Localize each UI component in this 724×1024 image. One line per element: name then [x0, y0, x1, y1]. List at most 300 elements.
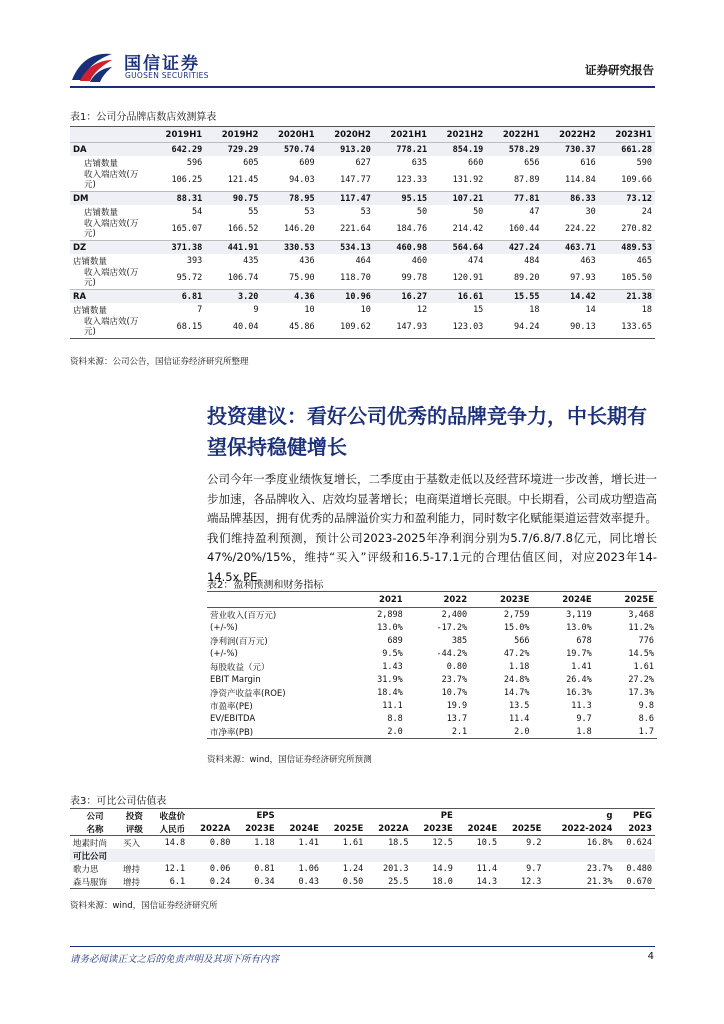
table2-header-cell — [207, 592, 350, 608]
table1-cell: 913.20 — [318, 143, 374, 157]
table1-row-label: 收入端店效(万元) — [84, 170, 139, 190]
table1-cell: 97.93 — [570, 273, 596, 283]
table1-cell: 109.66 — [621, 175, 652, 185]
table3-comparables — [70, 808, 655, 889]
table1-row-label: DM — [70, 192, 149, 206]
table1-row-label: 店铺数量 — [84, 207, 119, 218]
table3-cell: 0.43 — [278, 875, 322, 889]
table1-cell: 330.53 — [261, 241, 317, 255]
table2-row-label: 净利润(百万元) — [210, 636, 268, 647]
table3-cell: 森马服饰 — [70, 875, 120, 889]
table3-cell: 地素时尚 — [73, 838, 108, 849]
table1-cell: 627 — [355, 157, 371, 168]
table2-row-label: 每股收益（元） — [210, 662, 270, 673]
table1-cell: 73.12 — [599, 192, 655, 206]
table3-cell: 1.24 — [342, 863, 364, 874]
table2-cell: 776 — [638, 635, 654, 646]
table1-header-cell: 2022H2 — [559, 129, 596, 140]
table3-header-cell: 2024E — [289, 823, 319, 834]
table2-header-cell: 2025E — [624, 594, 654, 605]
table3-header-cell — [500, 809, 544, 823]
table1-cell: 90.75 — [205, 192, 261, 206]
table1-cell: 184.76 — [396, 224, 428, 234]
table1-header-cell: 2023H1 — [615, 129, 652, 140]
table1-row-label: RA — [70, 290, 149, 304]
table1-header-cell — [70, 127, 149, 143]
table3-header-cell — [456, 809, 500, 823]
table3-cell: 0.624 — [626, 837, 652, 848]
table2-cell: 10.7% — [441, 687, 468, 698]
table1-cell: 120.91 — [452, 273, 484, 283]
table1-cell: 393 — [186, 255, 203, 266]
table3-cell: 0.34 — [233, 875, 277, 889]
table2-cell: 678 — [576, 635, 592, 646]
table1-cell: 7 — [197, 304, 203, 315]
table3-cell: 18.0 — [412, 875, 456, 889]
table2-cell: 3,119 — [566, 609, 592, 620]
table3-cell: 0.80 — [209, 837, 231, 848]
table1-cell: 53 — [360, 206, 371, 217]
table2-cell: 19.9 — [446, 700, 468, 711]
table1-cell: 460.98 — [374, 241, 430, 255]
table2-source: 资料来源：wind，国信证券经济研究所预测 — [207, 755, 372, 765]
table2-cell: 689 — [387, 635, 403, 646]
table1-row-label: 店铺数量 — [73, 256, 108, 267]
table1-header-cell: 2021H1 — [390, 129, 428, 140]
header-divider — [70, 86, 655, 88]
table1-cell: 54 — [191, 206, 203, 217]
table1-cell: 578.29 — [486, 143, 542, 157]
table1-cell: 596 — [186, 157, 203, 168]
table3-cell: 21.3% — [544, 875, 615, 889]
table1-cell: 3.20 — [205, 290, 261, 304]
table1-cell: 12 — [416, 304, 428, 315]
table2-cell: -17.2% — [436, 622, 468, 633]
table1-cell: 106.74 — [227, 273, 259, 283]
table1-cell: 105.50 — [621, 273, 652, 283]
table2-row — [207, 712, 657, 725]
table1-cell: 15 — [473, 304, 484, 315]
table1-cell: 121.45 — [227, 175, 259, 185]
table2-cell: 2.0 — [350, 725, 405, 739]
table3-cell: 18.5 — [388, 837, 409, 848]
table3-header-cell: 评级 — [125, 824, 143, 835]
table1-cell: 474 — [467, 255, 484, 266]
table1-cell: 214.42 — [452, 224, 484, 234]
table1-cell: 75.90 — [289, 273, 315, 283]
table2-cell: 8.6 — [638, 713, 654, 724]
table1-row — [70, 205, 655, 218]
table2-row — [207, 647, 657, 660]
table2-row — [207, 699, 657, 712]
table2-cell: 15.0% — [503, 622, 530, 633]
logo-en-text: GUOSEN SECURITIES — [125, 71, 209, 80]
table2-cell: 1.7 — [595, 725, 657, 739]
table1-row — [70, 303, 655, 316]
table3-header-cell: 2022A — [200, 823, 231, 834]
table1-cell: 464 — [355, 255, 371, 266]
table1-caption: 表1：公司分品牌店数店效测算表 — [70, 112, 217, 123]
table1-cell: 107.21 — [430, 192, 486, 206]
table1-cell: 463 — [580, 255, 596, 266]
table3-group-label: 可比公司 — [70, 849, 655, 862]
table2-cell: 2.1 — [406, 725, 470, 739]
table1-cell: 146.20 — [283, 224, 315, 234]
table2-cell: 13.0% — [377, 622, 403, 633]
table1-cell: 635 — [411, 157, 428, 168]
table1-cell: 778.21 — [374, 143, 430, 157]
table1-cell: 729.29 — [205, 143, 261, 157]
table2-row — [207, 634, 657, 647]
table3-caption: 表3：可比公司估值表 — [70, 796, 167, 807]
table1-cell: 590 — [636, 157, 652, 168]
table1-cell: 460 — [411, 255, 428, 266]
table1-cell: 77.81 — [486, 192, 542, 206]
table3-cell: 14.8 — [164, 837, 186, 848]
table2-row — [207, 673, 657, 686]
table1-row — [70, 169, 655, 192]
table1-cell: 88.31 — [149, 192, 205, 206]
table1-row — [70, 143, 655, 157]
table1-header-cell: 2020H1 — [277, 129, 315, 140]
table3-cell: 23.7% — [586, 863, 613, 874]
table3-source: 资料来源：wind，国信证券经济研究所 — [70, 901, 218, 911]
table1-row — [70, 316, 655, 339]
table1-row — [70, 290, 655, 304]
table2-header-cell: 2023E — [499, 594, 530, 605]
table1-cell: 89.20 — [513, 273, 540, 283]
logo-cn-text: 国信证券 — [124, 54, 200, 74]
table1-cell: 14 — [585, 304, 596, 315]
table2-cell: 16.3% — [566, 687, 592, 698]
table1-store-efficiency — [70, 126, 655, 339]
table3-header-cell: 2025E — [333, 823, 364, 834]
table3-cell: 歌力思 — [73, 864, 99, 875]
table2-cell: 24.8% — [503, 674, 530, 685]
section-paragraph: 公司今年一季度业绩恢复增长，二季度由于基数走低以及经营环境进一步改善，增长进一步加速，各品牌收入、店效均显著增长；电商渠道增长亮眼。中长期看，公司成功塑造高端品牌基因，拥有优秀的品牌溢价实力和盈利能力，同时数字化赋能渠道运营效率提升。我们维持盈利预测，预计公司2023-2025年净利润分别为5.7/6.8/7.8亿元，同比增长47%/20%/15%，维持“买入”评级和16.5-17.1元的合理估值区间，对应2023年14-14.5x PE。 — [207, 472, 657, 584]
table3-cell: 16.8% — [586, 837, 613, 848]
table3-cell: 0.50 — [322, 875, 366, 889]
table1-cell: 78.95 — [261, 192, 317, 206]
table1-row — [70, 218, 655, 241]
table1-cell: 730.37 — [543, 143, 599, 157]
table1-cell: 484 — [524, 255, 540, 266]
table2-cell: 11.2% — [628, 622, 654, 633]
table1-cell: 160.44 — [508, 224, 540, 234]
table3-header-cell: PE — [440, 810, 453, 821]
table1-cell: 90.13 — [543, 316, 599, 339]
table2-cell: 31.9% — [377, 674, 403, 685]
table2-cell: 2,400 — [441, 609, 468, 620]
table3-cell: 增持 — [122, 864, 140, 875]
table3-cell: 1.06 — [298, 863, 319, 874]
table3-cell: 0.480 — [626, 863, 652, 874]
table3-cell: 6.1 — [149, 875, 188, 889]
table1-row-label: DA — [70, 143, 149, 157]
table1-cell: 117.47 — [318, 192, 374, 206]
table1-row-label: 店铺数量 — [73, 305, 108, 316]
table2-row-label: 净资产收益率(ROE) — [210, 688, 286, 699]
table2-cell: 3,468 — [628, 609, 654, 620]
table1-cell: 489.53 — [599, 241, 655, 255]
table3-group-row — [70, 849, 655, 862]
table1-cell: 564.64 — [430, 241, 486, 255]
table1-cell: 463.71 — [543, 241, 599, 255]
table1-cell: 55 — [248, 206, 259, 217]
table3-header-cell: g — [606, 810, 613, 821]
table1-cell: 106.25 — [171, 175, 203, 185]
table1-cell: 270.82 — [621, 224, 652, 234]
table1-header-cell: 2022H1 — [502, 129, 540, 140]
table2-row-label: EV/EBITDA — [210, 713, 256, 724]
table1-cell: 94.24 — [486, 316, 542, 339]
table1-cell: 147.77 — [340, 175, 371, 185]
table2-cell: 27.2% — [628, 674, 654, 685]
table1-cell: 371.38 — [149, 241, 205, 255]
table3-header-cell: 2024E — [467, 823, 498, 834]
table2-cell: 13.0% — [566, 622, 592, 633]
table3-header-cell: 2022-2024 — [561, 823, 613, 834]
table3-row — [70, 862, 655, 875]
table1-cell: 133.65 — [599, 316, 655, 339]
table2-row-label: 市盈率(PE) — [210, 701, 253, 712]
table3-cell: 12.3 — [500, 875, 544, 889]
table1-cell: 40.04 — [205, 316, 261, 339]
table1-cell: 18 — [641, 304, 652, 315]
table1-cell: 534.13 — [318, 241, 374, 255]
table3-header-cell: 公司 — [86, 811, 104, 822]
table2-cell: 566 — [514, 635, 530, 646]
table1-cell: 616 — [580, 157, 596, 168]
table2-cell: 2,759 — [503, 609, 530, 620]
table2-cell: 9.5% — [382, 648, 403, 659]
table1-cell: 165.07 — [171, 224, 203, 234]
footer-disclaimer: 请务必阅读正文之后的免责声明及其项下所有内容 — [70, 954, 280, 965]
table1-row-label: 收入端店效(万元) — [84, 268, 139, 288]
table3-cell: 0.24 — [188, 875, 233, 889]
table2-cell: 14.5% — [628, 648, 654, 659]
guosen-logo-icon — [70, 50, 114, 84]
table1-row-label: 店铺数量 — [84, 158, 119, 169]
table2-forecast — [207, 591, 657, 739]
table1-cell: 86.33 — [543, 192, 599, 206]
table1-cell: 109.62 — [318, 316, 374, 339]
table3-cell: 12.5 — [432, 837, 453, 848]
table1-cell: 10 — [360, 304, 371, 315]
table3-cell: 9.2 — [526, 837, 542, 848]
table2-cell: 19.7% — [566, 648, 592, 659]
table2-cell: 1.18 — [508, 661, 530, 672]
table1-row — [70, 192, 655, 206]
table2-row — [207, 621, 657, 634]
table3-cell: 201.3 — [382, 863, 409, 874]
table2-header-cell: 2024E — [562, 594, 592, 605]
table1-cell: 118.70 — [340, 273, 371, 283]
table1-row — [70, 156, 655, 169]
table2-cell: 26.4% — [566, 674, 592, 685]
table1-cell: 570.74 — [261, 143, 317, 157]
table1-cell: 9 — [253, 304, 259, 315]
table2-cell: 9.7 — [576, 713, 592, 724]
table2-cell: 11.3 — [571, 700, 592, 711]
table1-cell: 95.15 — [374, 192, 430, 206]
table1-header-cell: 2020H2 — [334, 129, 371, 140]
table1-cell: 47 — [529, 206, 540, 217]
table1-cell: 166.52 — [227, 224, 259, 234]
table1-cell: 609 — [299, 157, 315, 168]
table3-cell: 0.81 — [254, 863, 275, 874]
table1-cell: 18 — [529, 304, 540, 315]
table2-cell: 17.3% — [628, 687, 654, 698]
table1-cell: 131.92 — [452, 175, 484, 185]
table2-caption: 表2：盈利预测和财务指标 — [207, 580, 324, 591]
table1-cell: 24 — [641, 206, 652, 217]
table2-cell: 11.4 — [508, 713, 530, 724]
table1-cell: 6.81 — [149, 290, 205, 304]
table1-cell: 50 — [473, 206, 484, 217]
table1-cell: 10.96 — [318, 290, 374, 304]
table2-row — [207, 608, 657, 622]
table3-cell: 14.3 — [456, 875, 500, 889]
table1-cell: 854.19 — [430, 143, 486, 157]
table3-cell: 25.5 — [366, 875, 411, 889]
section-heading: 投资建议：看好公司优秀的品牌竞争力，中长期有望保持稳健增长 — [207, 404, 647, 459]
table1-cell: 16.27 — [374, 290, 430, 304]
table1-cell: 95.72 — [176, 273, 203, 283]
table3-header-cell: 2023E — [245, 823, 275, 834]
table1-cell: 21.38 — [599, 290, 655, 304]
table1-cell: 4.36 — [261, 290, 317, 304]
table3-header-cell: 投资 — [125, 811, 143, 822]
table2-cell: 1.41 — [571, 661, 592, 672]
page-number: 4 — [647, 951, 654, 962]
table1-cell: 114.84 — [565, 175, 596, 185]
table1-cell: 10 — [304, 304, 315, 315]
table3-header-cell — [322, 809, 366, 823]
table2-header-cell: 2022 — [443, 594, 468, 605]
table2-cell: 1.61 — [633, 661, 654, 672]
table1-cell: 50 — [416, 206, 428, 217]
table3-cell: 1.41 — [298, 837, 319, 848]
table1-row-label: DZ — [70, 241, 149, 255]
table2-header-cell: 2021 — [379, 594, 403, 605]
table3-cell: 0.670 — [615, 875, 655, 889]
table1-header-cell: 2019H2 — [221, 129, 259, 140]
table3-header-cell: 收盘价 — [159, 811, 186, 822]
table1-cell: 53 — [304, 206, 315, 217]
table1-cell: 94.03 — [289, 175, 315, 185]
table3-row — [70, 836, 655, 850]
table2-cell: 13.5 — [508, 700, 530, 711]
table3-cell: 11.4 — [476, 863, 498, 874]
table3-cell: 12.1 — [164, 863, 186, 874]
table2-cell: 18.4% — [377, 687, 403, 698]
table3-header-cell — [366, 809, 411, 823]
table2-cell: 9.8 — [638, 700, 654, 711]
table3-header-cell: 2025E — [511, 823, 542, 834]
table1-cell: 147.93 — [374, 316, 430, 339]
table1-row-label: 收入端店效(万元) — [84, 219, 139, 239]
table1-cell: 123.33 — [396, 175, 428, 185]
table2-row — [207, 686, 657, 699]
table1-header-cell: 2019H1 — [165, 129, 203, 140]
table2-row-label: (+/-%) — [210, 648, 238, 659]
table3-cell: 9.7 — [526, 863, 542, 874]
table1-cell: 224.22 — [565, 224, 596, 234]
table1-cell: 45.86 — [261, 316, 317, 339]
table2-row — [207, 725, 657, 739]
table3-header-cell: EPS — [256, 810, 275, 821]
table1-row — [70, 267, 655, 290]
table2-row-label: EBIT Margin — [210, 674, 261, 685]
table3-header-cell — [188, 809, 233, 823]
document-type: 证券研究报告 — [585, 63, 654, 77]
table3-header-cell: 2023 — [628, 823, 652, 834]
table2-cell: 47.2% — [503, 648, 530, 659]
table1-cell: 427.24 — [486, 241, 542, 255]
table3-cell: 14.9 — [432, 863, 453, 874]
table1-cell: 435 — [243, 255, 259, 266]
table2-cell: 11.1 — [382, 700, 403, 711]
table1-cell: 15.55 — [486, 290, 542, 304]
table3-header-cell: PEG — [632, 810, 652, 821]
table1-cell: 221.64 — [340, 224, 371, 234]
table2-row-label: 营业收入(百万元) — [210, 610, 277, 621]
table2-cell: 0.80 — [446, 661, 468, 672]
table2-cell: -44.2% — [436, 648, 468, 659]
table3-cell: 增持 — [120, 875, 149, 889]
table1-cell: 642.29 — [149, 143, 205, 157]
table1-cell: 436 — [299, 255, 315, 266]
table3-cell: 买入 — [122, 838, 140, 849]
table1-cell: 661.28 — [599, 143, 655, 157]
table3-row — [70, 875, 655, 889]
table1-cell: 68.15 — [149, 316, 205, 339]
table1-source: 资料来源：公司公告，国信证券经济研究所整理 — [70, 357, 249, 367]
table1-cell: 605 — [243, 157, 259, 168]
footer-divider — [70, 946, 655, 947]
table1-cell: 465 — [636, 255, 652, 266]
table1-cell: 87.89 — [513, 175, 540, 185]
table1-header-cell: 2021H2 — [446, 129, 484, 140]
table2-cell: 23.7% — [441, 674, 468, 685]
table1-row — [70, 254, 655, 267]
table2-cell: 2.0 — [470, 725, 532, 739]
table2-cell: 1.8 — [532, 725, 594, 739]
table1-row — [70, 241, 655, 255]
table1-cell: 16.61 — [430, 290, 486, 304]
table2-row-label: 市净率(PB) — [207, 725, 350, 739]
table1-cell: 441.91 — [205, 241, 261, 255]
table2-row — [207, 660, 657, 673]
table2-cell: 8.8 — [387, 713, 403, 724]
table3-cell: 0.06 — [209, 863, 231, 874]
table3-cell: 10.5 — [476, 837, 498, 848]
table1-cell: 123.03 — [430, 316, 486, 339]
table2-cell: 14.7% — [503, 687, 530, 698]
table3-header-cell: 人民币 — [159, 824, 186, 835]
table2-cell: 1.43 — [382, 661, 403, 672]
table3-header-cell — [278, 809, 322, 823]
table3-cell: 1.61 — [342, 837, 364, 848]
table2-cell: 2,898 — [377, 609, 403, 620]
table1-cell: 656 — [524, 157, 540, 168]
table1-row-label: 收入端店效(万元) — [70, 316, 149, 339]
table3-header-cell: 2023E — [423, 823, 453, 834]
table3-header-cell: 名称 — [86, 824, 104, 835]
table1-cell: 30 — [585, 206, 596, 217]
table1-cell: 99.78 — [401, 273, 428, 283]
